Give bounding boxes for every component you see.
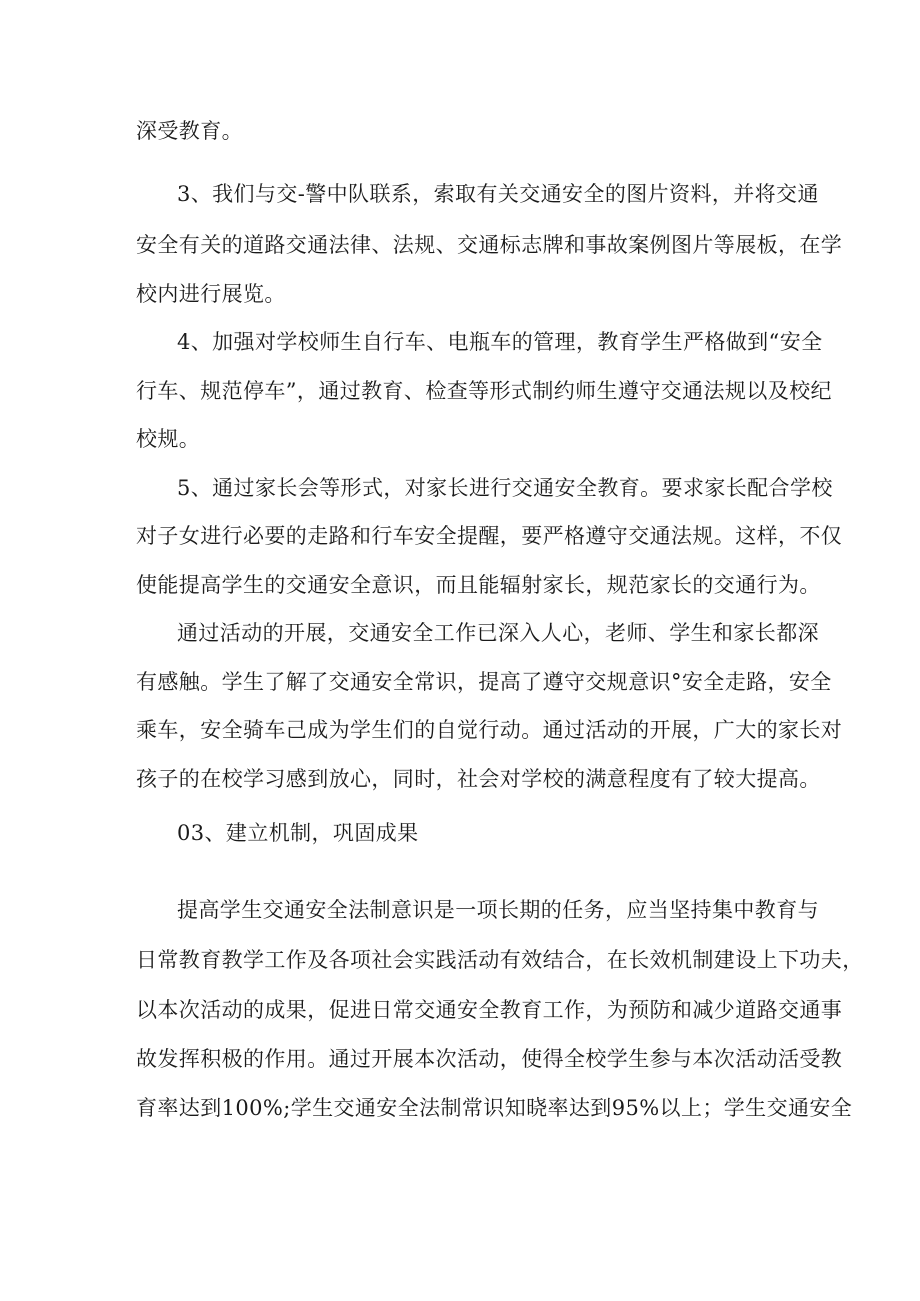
text-line: 提高学生交通安全法制意识是一项长期的任务，应当坚持集中教育与 xyxy=(177,898,819,922)
text-line: 乘车，安全骑车己成为学生们的自觉行动。通过活动的开展，广大的家长对 xyxy=(136,718,843,742)
text-line: 孩子的在校学习感到放心，同时，社会对学校的满意程度有了较大提高。 xyxy=(136,767,821,791)
text-line: 校规。 xyxy=(136,427,201,451)
text-line: 使能提高学生的交通安全意识，而且能辐射家长，规范家长的交通行为。 xyxy=(136,573,821,597)
text-line: 以本次活动的成果，促进日常交通安全教育工作，为预防和减少道路交通事 xyxy=(136,998,843,1022)
text-line: 行车、规范停车”，通过教育、检查等形式制约师生遵守交通法规以及校纪 xyxy=(136,379,832,403)
text-line: 有感触。学生了解了交通安全常识，提高了遵守交规意识°安全走路，安全 xyxy=(136,670,832,694)
text-line: 5、通过家长会等形式，对家长进行交通安全教育。要求家长配合学校 xyxy=(177,476,833,500)
text-line: 4、加强对学校师生自行车、电瓶车的管理，教育学生严格做到“安全 xyxy=(177,330,823,354)
text-line: 安全有关的道路交通法律、法规、交通标志牌和事故案例图片等展板，在学 xyxy=(136,233,843,257)
text-line: 3、我们与交-警中队联系，索取有关交通安全的图片资料，并将交通 xyxy=(177,182,819,206)
text-line: 校内进行展览。 xyxy=(136,282,286,306)
text-line: 对子女进行必要的走路和行车安全提醒，要严格遵守交通法规。这样，不仅 xyxy=(136,524,843,548)
text-line: 故发挥积极的作用。通过开展本次活动，使得全校学生参与本次活动活受教 xyxy=(136,1047,843,1071)
text-line: 育率达到100%;学生交通安全法制常识知晓率达到95%以上；学生交通安全 xyxy=(136,1096,853,1120)
text-line: 日常教育教学工作及各项社会实践活动有效结合，在长效机制建设上下功夫， xyxy=(136,948,864,972)
text-line: 深受教育。 xyxy=(136,119,243,143)
text-line: 通过活动的开展，交通安全工作已深入人心，老师、学生和家长都深 xyxy=(177,621,819,645)
section-heading: 03、建立机制，巩固成果 xyxy=(177,821,419,845)
